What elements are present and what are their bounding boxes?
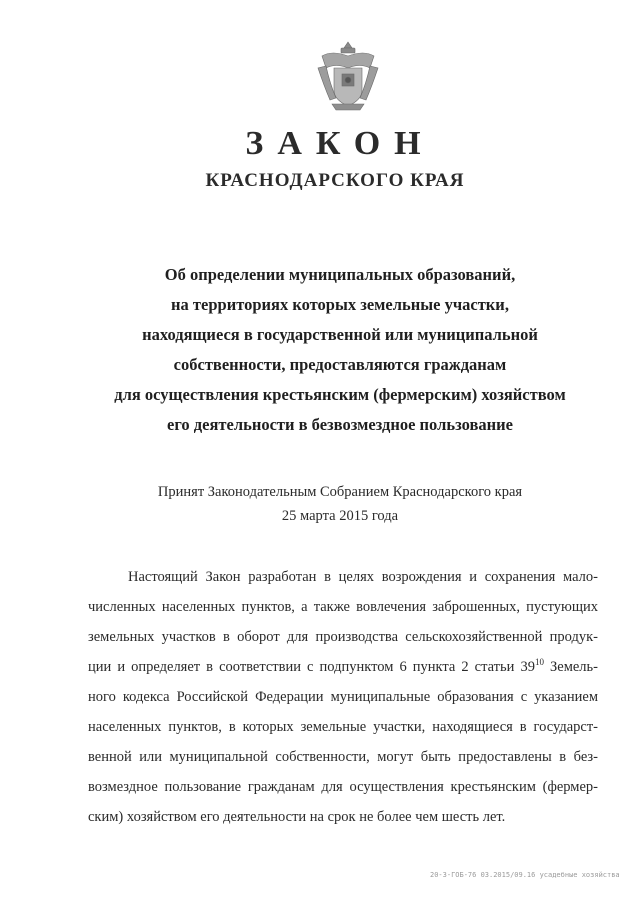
body-paragraph (88, 562, 598, 832)
body-line: Настоящий Закон разработан в целях возрождения и сохранения мало- (128, 569, 598, 585)
body-line: населенных пунктов, в которых земельные участки, находящиеся в государст- (88, 719, 598, 735)
body-line: ного кодекса Российской Федерации муниципальные образования с указанием (88, 689, 598, 705)
subject-line: его деятельности в безвозмездное пользование (167, 415, 513, 434)
subject-line: на территориях которых земельные участки, (171, 295, 509, 314)
subject-line: Об определении муниципальных образований, (164, 265, 516, 284)
document-subject (90, 260, 590, 440)
adoption-note (100, 480, 580, 528)
body-line-tail: Земель- (543, 659, 598, 675)
document-footer-code: 20-3-ГОБ-76 03.2015/09.16 усадебные хозяйства (430, 871, 620, 879)
law-title: ЗАКОН (245, 125, 435, 162)
body-line: возмездное пользование гражданам для осуществления крестьянским (фермер- (88, 779, 598, 795)
article-superscript: 10 (534, 657, 544, 668)
body-line: численных населенных пунктов, а также вовлечения заброшенных, пустующих (88, 599, 598, 615)
subject-line: находящиеся в государственной или муниципальной (142, 325, 538, 344)
coat-of-arms-icon (308, 38, 388, 118)
body-line: земельных участков в оборот для производства сельскохозяйственной продук- (88, 629, 598, 645)
adoption-body: Принят Законодательным Собранием Краснодарского края (157, 484, 523, 500)
adoption-date: 25 марта 2015 года (281, 508, 399, 524)
subject-line: для осуществления крестьянским (фермерским) хозяйством (114, 385, 566, 404)
body-line-with-superscript (88, 652, 598, 682)
region-title: КРАСНОДАРСКОГО КРАЯ (205, 170, 465, 191)
body-line: ским) хозяйством его деятельности на срок не более чем шесть лет. (88, 809, 506, 825)
subject-line: собственности, предоставляются гражданам (173, 355, 507, 374)
body-line: венной или муниципальной собственности, могут быть предоставлены в без- (88, 749, 598, 765)
body-line-text: ции и определяет в соответствии с подпунктом 6 пункта 2 статьи 39 (88, 659, 535, 675)
